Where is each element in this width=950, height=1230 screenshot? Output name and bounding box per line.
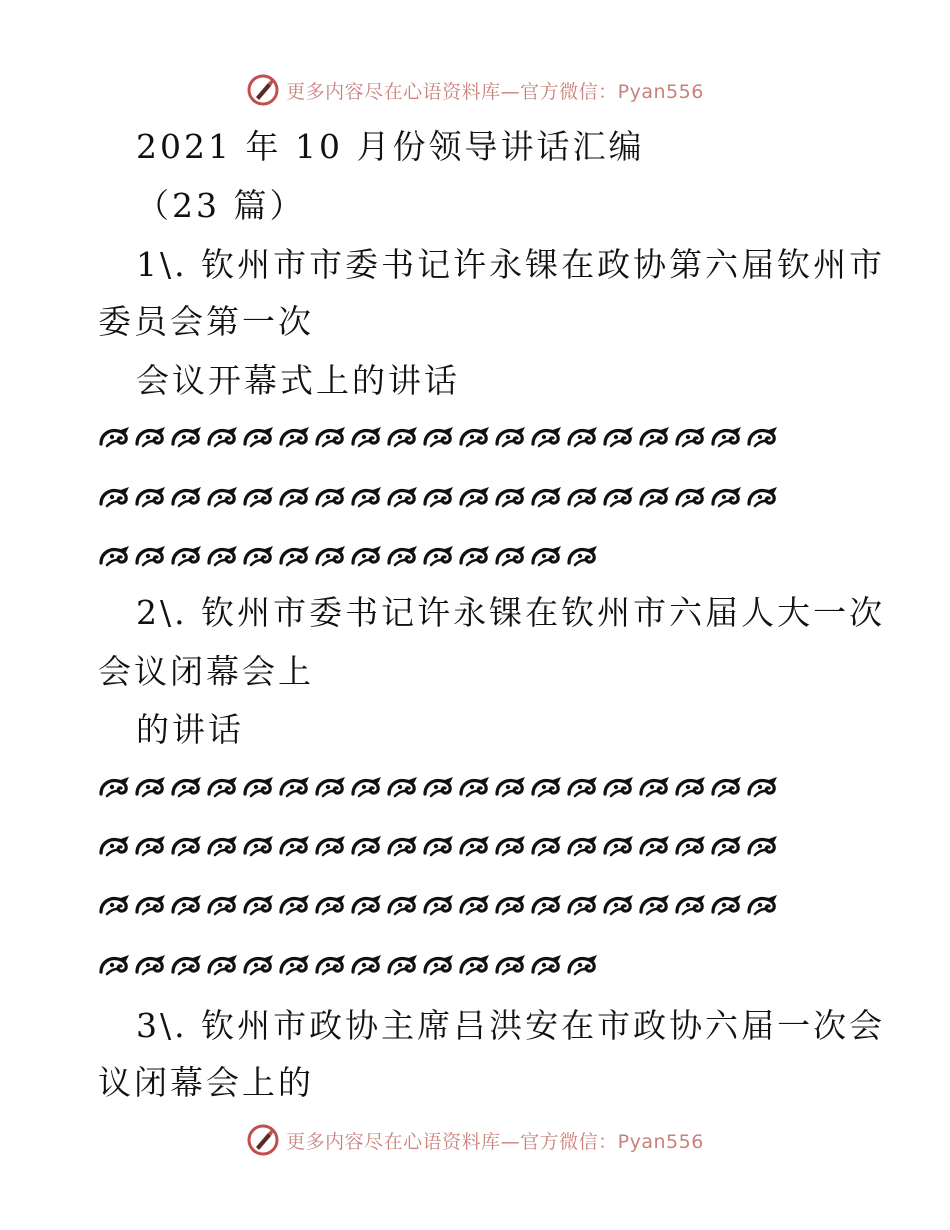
ornament-icon: [566, 422, 600, 452]
brand-logo-icon: [246, 1123, 280, 1157]
ornament-icon: [422, 950, 456, 980]
ornament-icon: [674, 422, 708, 452]
ornament-icon: [98, 541, 132, 571]
ornament-icon: [566, 890, 600, 920]
ornament-icon: [422, 482, 456, 512]
ornament-icon: [638, 482, 672, 512]
ornament-icon: [386, 950, 420, 980]
entry-3-line-2: 议闭幕会上的: [98, 1063, 314, 1102]
ornament-icon: [422, 422, 456, 452]
ornament-icon: [98, 831, 132, 861]
ornament-icon: [278, 482, 312, 512]
ornament-icon: [494, 950, 528, 980]
ornament-icon: [530, 831, 564, 861]
ornament-icon: [98, 950, 132, 980]
leader-dots-row: [98, 482, 782, 522]
ornament-icon: [566, 482, 600, 512]
ornament-icon: [386, 541, 420, 571]
ornament-icon: [458, 541, 492, 571]
ornament-icon: [350, 541, 384, 571]
ornament-icon: [98, 482, 132, 512]
ornament-icon: [710, 482, 744, 512]
ornament-icon: [170, 890, 204, 920]
ornament-icon: [278, 772, 312, 802]
ornament-icon: [350, 772, 384, 802]
ornament-icon: [566, 772, 600, 802]
ornament-icon: [206, 890, 240, 920]
ornament-icon: [530, 422, 564, 452]
ornament-icon: [494, 831, 528, 861]
ornament-icon: [206, 541, 240, 571]
ornament-icon: [170, 482, 204, 512]
ornament-icon: [314, 541, 348, 571]
ornament-icon: [242, 890, 276, 920]
ornament-icon: [458, 482, 492, 512]
ornament-icon: [746, 482, 780, 512]
ornament-icon: [710, 890, 744, 920]
ornament-icon: [134, 422, 168, 452]
ornament-icon: [530, 482, 564, 512]
ornament-icon: [530, 950, 564, 980]
ornament-icon: [602, 422, 636, 452]
ornament-icon: [134, 890, 168, 920]
ornament-icon: [206, 772, 240, 802]
ornament-icon: [170, 422, 204, 452]
ornament-icon: [134, 482, 168, 512]
ornament-icon: [674, 890, 708, 920]
ornament-icon: [458, 890, 492, 920]
ornament-icon: [206, 950, 240, 980]
ornament-icon: [278, 890, 312, 920]
entry-3-line-1: 3\. 钦州市政协主席吕洪安在市政协六届一次会: [136, 1006, 886, 1045]
ornament-icon: [278, 950, 312, 980]
document-title: 2021 年 10 月份领导讲话汇编: [136, 127, 645, 166]
entry-2-line-2: 会议闭幕会上: [98, 652, 314, 691]
ornament-icon: [494, 772, 528, 802]
ornament-icon: [206, 482, 240, 512]
ornament-icon: [494, 422, 528, 452]
ornament-icon: [530, 541, 564, 571]
ornament-icon: [458, 950, 492, 980]
leader-dots-row: [98, 950, 602, 990]
ornament-icon: [566, 541, 600, 571]
banner-text: 更多内容尽在心语资料库—官方微信：Pyan556: [286, 1130, 704, 1153]
ornament-icon: [98, 422, 132, 452]
ornament-icon: [602, 772, 636, 802]
ornament-icon: [314, 422, 348, 452]
ornament-icon: [350, 890, 384, 920]
ornament-icon: [422, 890, 456, 920]
ornament-icon: [530, 890, 564, 920]
ornament-icon: [134, 831, 168, 861]
leader-dots-row: [98, 890, 782, 930]
ornament-icon: [458, 831, 492, 861]
ornament-icon: [530, 772, 564, 802]
ornament-icon: [242, 482, 276, 512]
ornament-icon: [566, 831, 600, 861]
ornament-icon: [278, 422, 312, 452]
leader-dots-row: [98, 541, 602, 581]
entry-2-line-1: 2\. 钦州市委书记许永锞在钦州市六届人大一次: [136, 593, 886, 632]
ornament-icon: [494, 482, 528, 512]
ornament-icon: [242, 831, 276, 861]
ornament-icon: [566, 950, 600, 980]
ornament-icon: [494, 890, 528, 920]
ornament-icon: [170, 950, 204, 980]
ornament-icon: [422, 541, 456, 571]
ornament-icon: [134, 541, 168, 571]
ornament-icon: [242, 541, 276, 571]
ornament-icon: [386, 890, 420, 920]
ornament-icon: [278, 831, 312, 861]
ornament-icon: [242, 772, 276, 802]
ornament-icon: [746, 422, 780, 452]
ornament-icon: [422, 772, 456, 802]
leader-dots-row: [98, 422, 782, 462]
ornament-icon: [350, 831, 384, 861]
ornament-icon: [242, 950, 276, 980]
ornament-icon: [314, 772, 348, 802]
footer-banner: [0, 1120, 950, 1160]
entry-1-line-3: 会议开幕式上的讲话: [136, 361, 460, 400]
entry-2-line-3: 的讲话: [136, 710, 244, 749]
ornament-icon: [170, 772, 204, 802]
ornament-icon: [710, 422, 744, 452]
ornament-icon: [602, 482, 636, 512]
entry-1-line-2: 委员会第一次: [98, 302, 314, 341]
ornament-icon: [638, 831, 672, 861]
ornament-icon: [314, 831, 348, 861]
ornament-icon: [458, 422, 492, 452]
leader-dots-row: [98, 772, 782, 812]
ornament-icon: [746, 831, 780, 861]
ornament-icon: [674, 831, 708, 861]
ornament-icon: [710, 772, 744, 802]
ornament-icon: [314, 890, 348, 920]
ornament-icon: [206, 422, 240, 452]
ornament-icon: [386, 772, 420, 802]
banner-text: 更多内容尽在心语资料库—官方微信：Pyan556: [286, 80, 704, 103]
ornament-icon: [602, 831, 636, 861]
ornament-icon: [278, 541, 312, 571]
ornament-icon: [134, 772, 168, 802]
ornament-icon: [350, 950, 384, 980]
ornament-icon: [746, 772, 780, 802]
ornament-icon: [638, 422, 672, 452]
ornament-icon: [386, 482, 420, 512]
ornament-icon: [206, 831, 240, 861]
ornament-icon: [746, 890, 780, 920]
ornament-icon: [386, 831, 420, 861]
ornament-icon: [170, 541, 204, 571]
ornament-icon: [170, 831, 204, 861]
ornament-icon: [710, 831, 744, 861]
ornament-icon: [350, 422, 384, 452]
ornament-icon: [386, 422, 420, 452]
ornament-icon: [98, 772, 132, 802]
ornament-icon: [98, 890, 132, 920]
ornament-icon: [674, 482, 708, 512]
ornament-icon: [134, 950, 168, 980]
brand-logo-icon: [246, 73, 280, 107]
ornament-icon: [638, 890, 672, 920]
entry-1-line-1: 1\. 钦州市市委书记许永锞在政协第六届钦州市: [136, 245, 886, 284]
ornament-icon: [674, 772, 708, 802]
ornament-icon: [242, 422, 276, 452]
ornament-icon: [350, 482, 384, 512]
ornament-icon: [494, 541, 528, 571]
leader-dots-row: [98, 831, 782, 871]
ornament-icon: [314, 950, 348, 980]
ornament-icon: [638, 772, 672, 802]
header-banner: [0, 70, 950, 110]
document-subtitle: （23 篇）: [136, 186, 306, 225]
ornament-icon: [458, 772, 492, 802]
ornament-icon: [602, 890, 636, 920]
ornament-icon: [314, 482, 348, 512]
ornament-icon: [422, 831, 456, 861]
